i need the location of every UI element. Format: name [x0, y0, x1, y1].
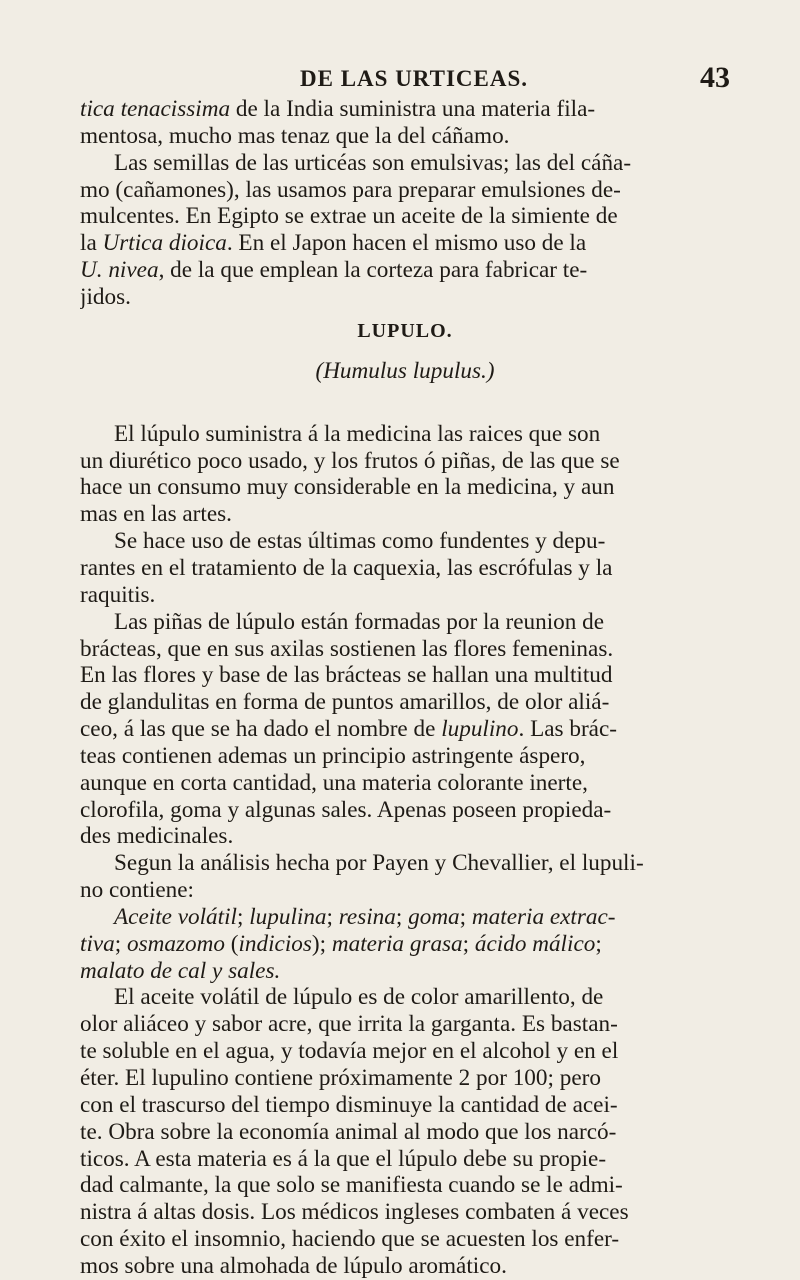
text-run: . En el Japon hacen el mismo uso de la	[226, 230, 587, 257]
italic-text: tica tenacissima	[80, 96, 231, 122]
text-line	[80, 501, 730, 528]
italic-text: materia extrac-	[471, 903, 616, 930]
text-line	[80, 797, 730, 824]
text-line	[80, 1146, 730, 1173]
text-line	[80, 555, 730, 582]
text-run: ;	[459, 903, 472, 930]
text-run: . Las brác-	[518, 716, 617, 743]
text-line	[80, 150, 730, 177]
italic-text: osmazomo	[127, 930, 225, 957]
section-latin-name: (Humulus lupulus.)	[315, 357, 495, 384]
text-run: de glandulitas en forma de puntos amarillos, de olor aliá-	[80, 689, 610, 716]
text-run: clorofila, goma y algunas sales. Apenas poseen propieda-	[80, 796, 612, 823]
section-heading: LUPULO.	[357, 319, 453, 342]
text-line	[80, 1172, 730, 1199]
text-line	[80, 743, 730, 770]
text-run: te soluble en el agua, y todavía mejor en el alcohol y en el	[80, 1038, 619, 1065]
text-run: El aceite volátil de lúpulo es de color amarillento, de	[114, 984, 604, 1011]
italic-text: Urtica dioica	[102, 230, 227, 257]
text-line	[80, 716, 730, 743]
italic-text: ácido málico	[474, 930, 596, 957]
italic-text: indicios	[238, 930, 312, 957]
text-run: raquitis.	[80, 581, 156, 608]
text-run: ;	[326, 903, 339, 930]
text-line	[80, 1038, 730, 1065]
text-run: mentosa, mucho mas tenaz que la del cáñamo.	[80, 122, 510, 149]
text-run: con el trascurso del tiempo disminuye la cantidad de acei-	[80, 1091, 618, 1118]
italic-text: U. nivea	[80, 257, 159, 284]
text-run: Las piñas de lúpulo están formadas por la reunion de	[114, 608, 605, 635]
italic-text: malato de cal y sales.	[80, 957, 281, 984]
text-run: ;	[595, 930, 602, 957]
text-run: mas en las artes.	[80, 501, 232, 528]
text-line	[80, 904, 730, 931]
text-run: );	[311, 930, 332, 957]
text-run: nistra á altas dosis. Los médicos ingleses combaten á veces	[80, 1199, 629, 1226]
text-line	[80, 662, 730, 689]
text-run: brácteas, que en sus axilas sostienen las flores femeninas.	[80, 635, 614, 662]
text-run: mo (cañamones), las usamos para preparar emulsiones de-	[80, 176, 621, 203]
text-run: Segun la análisis hecha por Payen y Chevallier, el lupuli-	[114, 850, 644, 877]
text-run: mos sobre una almohada de lúpulo aromático.	[80, 1252, 507, 1279]
text-line	[80, 421, 730, 448]
text-line	[80, 823, 730, 850]
body-text	[80, 96, 730, 1280]
text-line	[80, 1199, 730, 1226]
text-line	[80, 1226, 730, 1253]
text-run: Se hace uso de estas últimas como fundentes y depu-	[114, 528, 606, 555]
text-run: Las semillas de las urticéas son emulsivas; las del cáña-	[114, 149, 632, 176]
text-run: ;	[395, 903, 409, 930]
text-line	[80, 984, 730, 1011]
text-line	[80, 689, 730, 716]
text-run: (	[224, 930, 239, 957]
section-spacer	[80, 391, 730, 421]
text-run: con éxito el insomnio, haciendo que se acuesten los enfer-	[80, 1226, 620, 1253]
text-line	[80, 877, 730, 904]
text-run: un diurético poco usado, y los frutos ó piñas, de las que se	[80, 447, 620, 474]
text-run: te. Obra sobre la economía animal al modo que los narcó-	[80, 1118, 617, 1145]
text-line	[80, 1065, 730, 1092]
italic-text: lupulino	[441, 716, 519, 743]
text-run: rantes en el tratamiento de la caquexia, las escrófulas y la	[80, 554, 613, 581]
text-run: En las flores y base de las brácteas se hallan una multitud	[80, 662, 613, 689]
text-run: ;	[114, 930, 128, 957]
text-line	[80, 770, 730, 797]
italic-text: resina	[338, 903, 396, 930]
text-run: ;	[462, 930, 475, 957]
text-line	[80, 609, 730, 636]
italic-text: materia grasa	[331, 930, 463, 957]
text-line	[80, 528, 730, 555]
text-run: mulcentes. En Egipto se extrae un aceite de la simiente de	[80, 203, 618, 230]
text-run: jidos.	[80, 283, 131, 310]
text-line	[80, 96, 730, 123]
text-line	[80, 1092, 730, 1119]
text-run: aunque en corta cantidad, una materia colorante inerte,	[80, 769, 588, 796]
italic-text: tiva	[80, 930, 115, 957]
text-line	[80, 448, 730, 475]
text-line	[80, 582, 730, 609]
text-run: dad calmante, la que solo se manifiesta cuando se le admi-	[80, 1172, 623, 1199]
text-line	[80, 1253, 730, 1280]
text-run: éter. El lupulino contiene próximamente 2 por 100; pero	[80, 1065, 601, 1091]
text-run: , de la que emplean la corteza para fabricar te-	[158, 257, 588, 284]
text-run: hace un consumo muy considerable en la medicina, y aun	[80, 474, 615, 501]
text-run: olor aliáceo y sabor acre, que irrita la garganta. Es bastan-	[80, 1011, 618, 1038]
text-run: ticos. A esta materia es á la que el lúpulo debe su propie-	[80, 1145, 607, 1172]
text-run: El lúpulo suministra á la medicina las raices que son	[114, 420, 601, 447]
text-run: la	[80, 230, 103, 257]
text-line	[80, 636, 730, 663]
text-run: no contiene:	[80, 877, 194, 904]
lupulo-paragraphs	[80, 421, 730, 1280]
text-line	[80, 931, 730, 958]
italic-text: goma	[408, 903, 460, 930]
text-run: ceo, á las que se ha dado el nombre de	[80, 716, 442, 743]
intro-paragraphs	[80, 96, 730, 311]
text-line	[80, 958, 730, 985]
running-head	[80, 61, 730, 96]
text-line	[80, 850, 730, 877]
text-run: de la India suministra una materia fila-	[230, 96, 596, 122]
text-line	[80, 1119, 730, 1146]
italic-text: Aceite volátil	[114, 903, 237, 930]
text-line	[80, 257, 730, 284]
text-line	[80, 474, 730, 501]
text-run: teas contienen ademas un principio astringente áspero,	[80, 742, 586, 769]
text-line	[80, 177, 730, 204]
italic-text: lupulina	[249, 903, 327, 930]
text-line	[80, 284, 730, 311]
text-line	[80, 1011, 730, 1038]
page-number: 43	[700, 61, 730, 94]
text-run: des medicinales.	[80, 823, 234, 850]
text-run: ;	[236, 903, 250, 930]
running-title: DE LAS URTICEAS.	[300, 66, 528, 91]
text-line	[80, 230, 730, 257]
text-line	[80, 123, 730, 150]
text-line	[80, 203, 730, 230]
